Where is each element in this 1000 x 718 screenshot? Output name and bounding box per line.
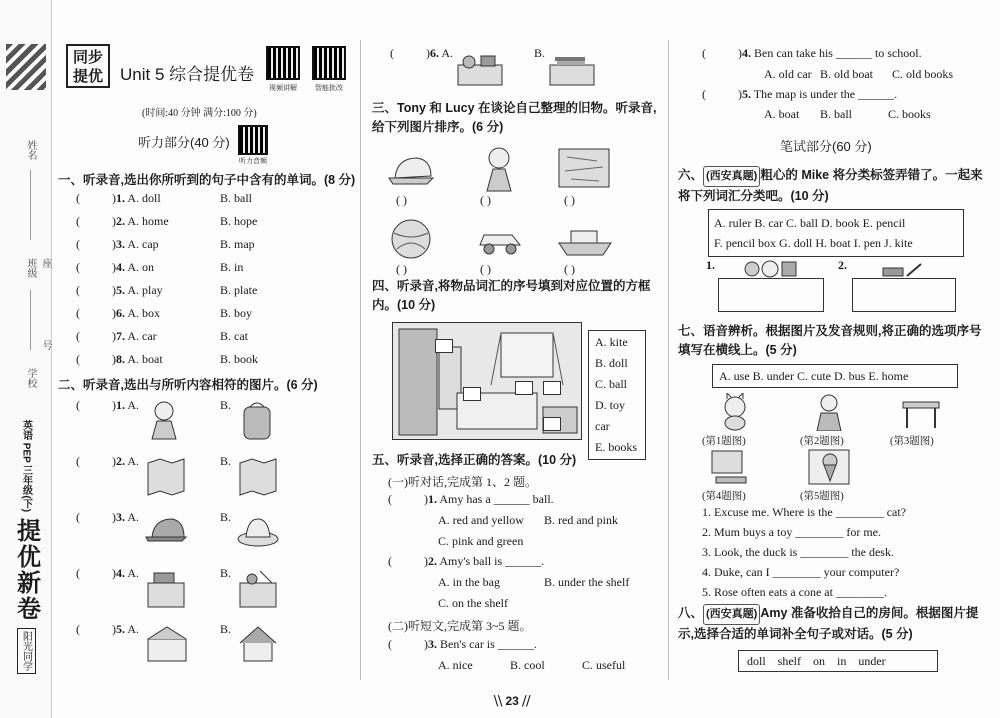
- spine-brand-logo: 阳光同学: [17, 628, 36, 674]
- writing-title: 笔试部分(60 分): [780, 139, 872, 154]
- school-picture[interactable]: [142, 622, 190, 666]
- q3-answer-4[interactable]: ( ): [396, 262, 407, 276]
- spine-seat-label: 座: [40, 258, 51, 268]
- q5-1-option-a[interactable]: A. red and yellow: [438, 513, 524, 527]
- map-picture[interactable]: [142, 454, 190, 498]
- class-line: [30, 290, 31, 350]
- q6-word-bank: A. ruler B. car C. ball D. book E. pencil F. pencil box G. doll H. boat I. pen J. kite: [708, 209, 964, 257]
- toy-box-picture[interactable]: [454, 52, 506, 88]
- answer-box[interactable]: [543, 381, 561, 395]
- listening-title: 听力部分(40 分): [138, 135, 230, 150]
- bedroom-picture: [392, 322, 582, 440]
- q5-4-option-c[interactable]: C. old books: [892, 67, 954, 81]
- q1-option-a[interactable]: A. car: [127, 329, 157, 343]
- q1-option-b[interactable]: B. book: [220, 352, 259, 366]
- q5-5-option-c[interactable]: C. books: [888, 107, 931, 121]
- q1-option-b[interactable]: B. map: [220, 237, 255, 251]
- q2-option-b-label: B.: [220, 622, 232, 636]
- q7-caption-3: (第3题图): [890, 436, 934, 447]
- stationery-on-crate-icon: [880, 262, 926, 278]
- toy-car-picture[interactable]: [474, 220, 526, 260]
- q1-item: ( )3. A. cap: [76, 237, 159, 251]
- mum-picture: [806, 392, 852, 432]
- desk-picture: [898, 392, 944, 432]
- q1-option-b[interactable]: B. cat: [220, 329, 248, 343]
- ice-cream-picture: [806, 448, 852, 486]
- q8-heading: 八、 (西安真题) Amy 准备收拾自己的房间。根据图片提示,选择合适的单词补全句子或对话。(5 分): [678, 606, 979, 641]
- ball-picture[interactable]: [386, 216, 436, 262]
- q5-item-3: ( )3. Ben's car is ______.: [388, 637, 537, 651]
- q1-option-a[interactable]: A. doll: [127, 191, 161, 205]
- qr-audio-icon[interactable]: [238, 125, 268, 155]
- hat-picture[interactable]: [234, 510, 282, 554]
- q1-option-b[interactable]: B. hope: [220, 214, 258, 228]
- q7-item-1: 1. Excuse me. Where is the ________ cat?: [702, 505, 907, 519]
- q3-answer-1[interactable]: ( ): [396, 193, 407, 207]
- q7-caption-5: (第5题图): [800, 491, 844, 502]
- q2-option-b-label: B.: [220, 454, 232, 468]
- q3-answer-6[interactable]: ( ): [564, 262, 575, 276]
- q3-answer-3[interactable]: ( ): [564, 193, 575, 207]
- doll-picture[interactable]: [474, 144, 524, 194]
- q5-2-option-b[interactable]: B. under the shelf: [544, 575, 630, 589]
- q1-option-a[interactable]: A. play: [127, 283, 163, 297]
- xian-tag: (西安真题): [703, 604, 760, 625]
- column-middle: [366, 0, 664, 690]
- q1-option-b[interactable]: B. boy: [220, 306, 253, 320]
- cap-picture[interactable]: [142, 510, 190, 554]
- qr-video-icon[interactable]: [266, 46, 300, 80]
- q7-item-2: 2. Mum buys a toy ________ for me.: [702, 525, 881, 539]
- car-in-box-picture[interactable]: [142, 566, 190, 610]
- spine-class-label: 班级: [25, 258, 36, 278]
- qr-audio-caption: 听力音频: [239, 158, 267, 165]
- q1-option-b[interactable]: B. in: [220, 260, 244, 274]
- qr-grading-icon[interactable]: [312, 46, 346, 80]
- q1-heading: 一、听录音,选出你所听到的句子中含有的单词。(8 分): [58, 173, 356, 187]
- qr-grading-caption: 智能批改: [315, 85, 343, 92]
- q5-1-option-c[interactable]: C. pink and green: [438, 534, 524, 548]
- map-picture[interactable]: [556, 146, 612, 190]
- q1-item: ( )4. A. on: [76, 260, 155, 274]
- q5-5-option-a[interactable]: A. boat: [764, 107, 800, 121]
- q2-item: ( )2. A.: [76, 454, 140, 468]
- q8-word-bank: doll shelf on in under: [738, 650, 938, 672]
- q5-3-option-b[interactable]: B. cool: [510, 658, 545, 672]
- q7-caption-4: (第4题图): [702, 491, 746, 502]
- q2-option-b-label: B.: [220, 510, 232, 524]
- q1-option-b[interactable]: B. ball: [220, 191, 252, 205]
- doll-picture[interactable]: [142, 398, 190, 442]
- qr-video-caption: 视频讲解: [269, 85, 297, 92]
- q1-item: ( )5. A. play: [76, 283, 163, 297]
- stripe-decoration: [6, 44, 46, 90]
- answer-box[interactable]: [435, 339, 453, 353]
- q5-item-4: ( )4. Ben can take his ______ to school.: [702, 46, 922, 60]
- books-box-picture[interactable]: [546, 52, 598, 88]
- column-right: [672, 0, 994, 690]
- computer-picture: [706, 448, 752, 486]
- q1-option-a[interactable]: A. home: [127, 214, 169, 228]
- sync-badge: 同步 提优: [66, 44, 110, 88]
- q4-word-list: A. kite B. doll C. ball D. toy car E. books: [588, 330, 646, 460]
- q5-3-option-c[interactable]: C. useful: [582, 658, 626, 672]
- spine-brand: [8, 420, 44, 710]
- q4-heading: 四、听录音,将物品词汇的序号填到对应位置的方框内。(10 分): [372, 279, 651, 312]
- q1-option-b[interactable]: B. plate: [220, 283, 258, 297]
- q7-item-4: 4. Duke, can I ________ your computer?: [702, 565, 900, 579]
- q5-2-option-c[interactable]: C. on the shelf: [438, 596, 508, 610]
- q5-2-option-a[interactable]: A. in the bag: [438, 575, 500, 589]
- name-line: [30, 170, 31, 240]
- q5-part2: (二)听短文,完成第 3~5 题。: [388, 619, 532, 633]
- exam-meta: (时间:40 分钟 满分:100 分): [142, 108, 257, 119]
- answer-box[interactable]: [515, 381, 533, 395]
- q2-item: ( )1. A.: [76, 398, 140, 412]
- q5-item-5: ( )5. The map is under the ______.: [702, 87, 898, 101]
- crate-2[interactable]: [852, 278, 956, 312]
- answer-box[interactable]: [463, 387, 481, 401]
- map-picture[interactable]: [234, 454, 282, 498]
- spine-edition: 英语 PEP 三年级(下): [20, 420, 32, 513]
- q2-item: ( )4. A.: [76, 566, 140, 580]
- q1-option-a[interactable]: A. on: [127, 260, 155, 274]
- q7-caption-2: (第2题图): [800, 436, 844, 447]
- crate-1[interactable]: [718, 278, 824, 312]
- q7-heading: 七、语音辨析。根据图片及发音规则,将正确的选项序号填写在横线上。(5 分): [678, 324, 982, 357]
- q7-item-5: 5. Rose often eats a cone at ________.: [702, 585, 887, 599]
- q2-heading: 二、听录音,选出与所听内容相符的图片。(6 分): [58, 378, 318, 392]
- q1-item: ( )8. A. boat: [76, 352, 163, 366]
- q5-4-option-a[interactable]: A. old car: [764, 67, 812, 81]
- toys-in-box-picture[interactable]: [234, 566, 282, 610]
- cap-picture[interactable]: [384, 148, 440, 192]
- q6-box-1-label: 1.: [706, 258, 715, 272]
- q3-answer-2[interactable]: ( ): [480, 193, 491, 207]
- q5-item-1: ( )1. Amy has a ______ ball.: [388, 492, 554, 506]
- q1-item: ( )7. A. car: [76, 329, 157, 343]
- q2-item: ( )5. A.: [76, 622, 140, 636]
- q3-answer-5[interactable]: ( ): [480, 262, 491, 276]
- q5-1-option-b[interactable]: B. red and pink: [544, 513, 618, 527]
- column-divider: [360, 40, 361, 680]
- q2-option-b-label: B.: [220, 398, 232, 412]
- q6-box-2-label: 2.: [838, 258, 847, 272]
- q1-item: ( )1. A. doll: [76, 191, 161, 205]
- q1-option-a[interactable]: A. cap: [127, 237, 159, 251]
- spine-number-label: 号: [40, 340, 51, 350]
- q5-4-option-b[interactable]: B. old boat: [820, 67, 873, 81]
- schoolbag-picture[interactable]: [234, 398, 282, 442]
- answer-box[interactable]: [543, 417, 561, 431]
- q1-option-a[interactable]: A. boat: [127, 352, 163, 366]
- spine-name-label: 姓名: [25, 140, 36, 160]
- q1-item: ( )6. A. box: [76, 306, 161, 320]
- q5-part1: (一)听对话,完成第 1、2 题。: [388, 475, 537, 489]
- toys-on-crate-icon: [736, 258, 806, 278]
- q7-item-3: 3. Look, the duck is ________ the desk.: [702, 545, 894, 559]
- q5-3-option-a[interactable]: A. nice: [438, 658, 473, 672]
- cat-picture: [712, 392, 758, 432]
- column-divider: [668, 40, 669, 680]
- q5-heading: 五、听录音,选择正确的答案。(10 分): [372, 453, 577, 467]
- q2-item-6-b: B.: [534, 46, 546, 60]
- q2-option-b-label: B.: [220, 566, 232, 580]
- spine-series: 提优新卷: [12, 518, 40, 623]
- binding-spine: [0, 0, 52, 718]
- house-picture[interactable]: [234, 622, 282, 666]
- q7-options: A. use B. under C. cute D. bus E. home: [712, 364, 958, 388]
- q3-heading: 三、Tony 和 Lucy 在谈论自己整理的旧物。听录音,给下列图片排序。(6 分): [372, 101, 657, 134]
- q7-caption-1: (第1题图): [702, 436, 746, 447]
- column-left: [58, 0, 356, 690]
- q2-item-6: ( )6. A.: [390, 46, 454, 60]
- q2-item: ( )3. A.: [76, 510, 140, 524]
- q1-option-a[interactable]: A. box: [127, 306, 161, 320]
- xian-tag: (西安真题): [703, 166, 760, 187]
- boat-picture[interactable]: [556, 220, 614, 260]
- unit-title: Unit 5 综合提优卷: [120, 65, 255, 84]
- q5-5-option-b[interactable]: B. ball: [820, 107, 852, 121]
- spine-school-label: 学校: [25, 368, 36, 388]
- q1-item: ( )2. A. home: [76, 214, 169, 228]
- q5-item-2: ( )2. Amy's ball is ______.: [388, 554, 545, 568]
- q6-heading: 六、 (西安真题) 粗心的 Mike 将分类标签弄错了。一起来将下列词汇分类吧。(10 分): [678, 168, 983, 203]
- page-number: ⧹⧹ 23 ⧸⧸: [494, 694, 531, 708]
